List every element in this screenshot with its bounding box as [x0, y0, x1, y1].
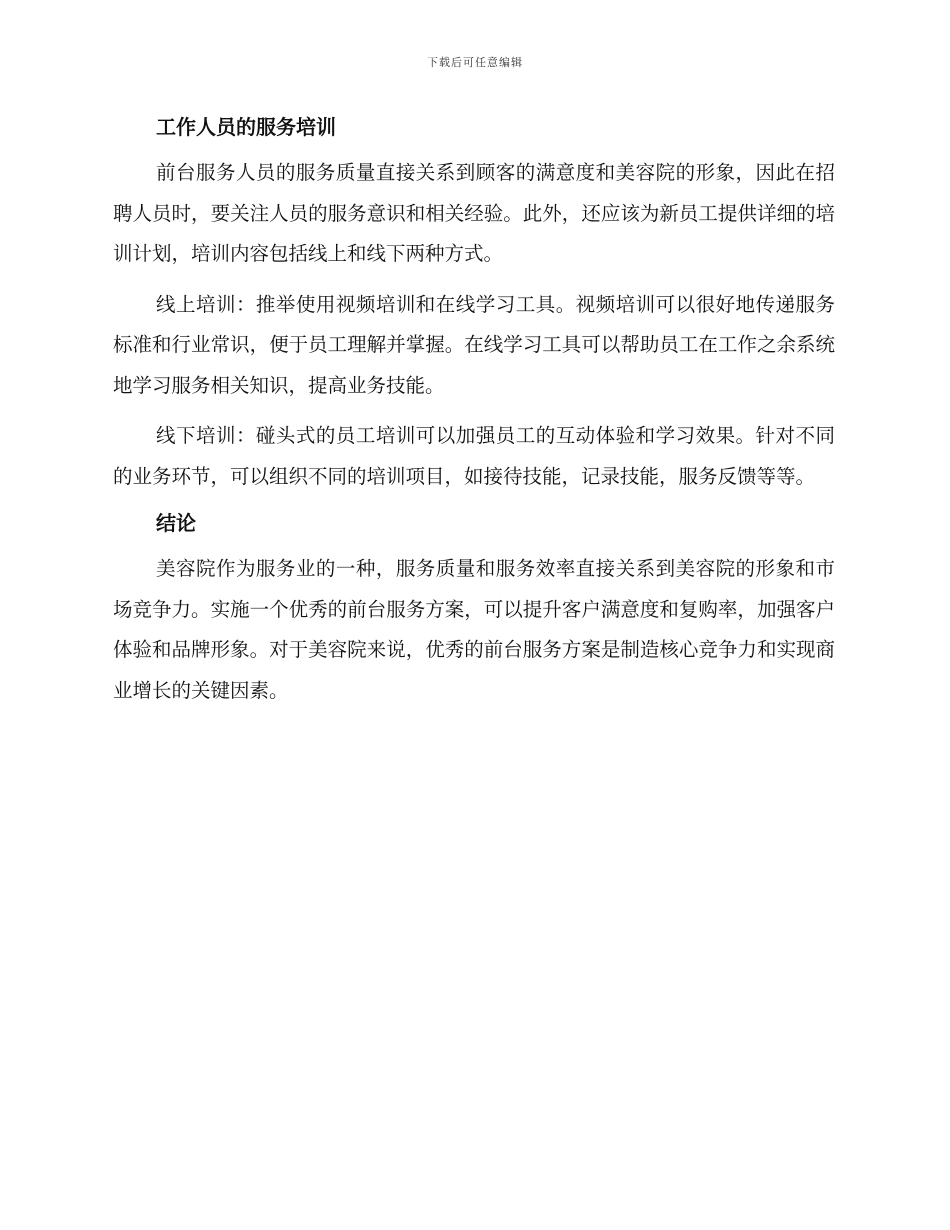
paragraph-online-training: 线上培训：推举使用视频培训和在线学习工具。视频培训可以很好地传递服务标准和行业常识，便于员工理解并掌握。在线学习工具可以帮助员工在工作之余系统地学习服务相关知识，提高业务技能。: [113, 292, 835, 397]
paragraph-offline-training: 线下培训：碰头式的员工培训可以加强员工的互动体验和学习效果。针对不同的业务环节，可以组织不同的培训项目，如接待技能，记录技能，服务反馈等等。: [113, 424, 835, 488]
section-heading-staff-training: 工作人员的服务培训: [156, 115, 336, 139]
document-body: [113, 112, 835, 711]
page-header-note: 下载后可任意编辑: [427, 56, 523, 69]
paragraph-conclusion: 美容院作为服务业的一种，服务质量和服务效率直接关系到美容院的形象和市场竞争力。实施一个优秀的前台服务方案，可以提升客户满意度和复购率，加强客户体验和品牌形象。对于美容院来说，优秀的前台服务方案是制造核心竞争力和实现商业增长的关键因素。: [113, 557, 835, 702]
paragraph-staff-intro: 前台服务人员的服务质量直接关系到顾客的满意度和美容院的形象，因此在招聘人员时，要关注人员的服务意识和相关经验。此外，还应该为新员工提供详细的培训计划，培训内容包括线上和线下两种方式。: [113, 161, 835, 265]
section-heading-conclusion: 结论: [156, 511, 196, 535]
